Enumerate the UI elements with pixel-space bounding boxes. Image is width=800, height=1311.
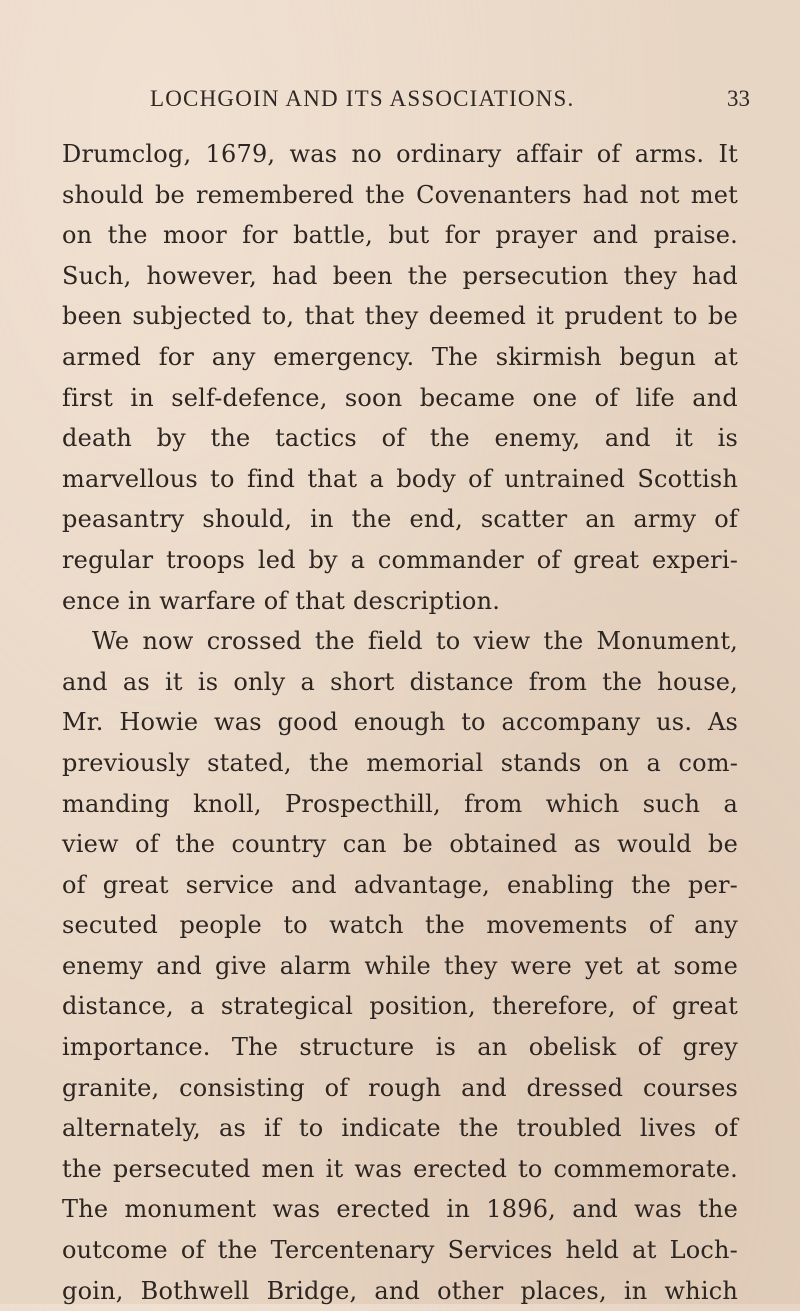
running-head (60, 86, 750, 118)
running-title: LOCHGOIN AND ITS ASSOCIATIONS. (150, 86, 575, 111)
text-line: regular troops led by a commander of great experi- (62, 545, 738, 574)
text-line: granite, consisting of rough and dressed courses (62, 1073, 738, 1102)
text-line: secuted people to watch the movements of any (62, 911, 738, 940)
text-line: outcome of the Tercentenary Services held at Loch- (62, 1236, 738, 1265)
text-line: distance, a strategical position, therefore, of great (62, 992, 738, 1021)
body-text (62, 134, 738, 1311)
text-line: The monument was erected in 1896, and was the (62, 1195, 738, 1224)
text-line: importance. The structure is an obelisk of grey (62, 1033, 738, 1062)
text-line: and as it is only a short distance from the house, (62, 667, 738, 696)
text-line: view of the country can be obtained as would be (62, 830, 738, 859)
text-line: peasantry should, in the end, scatter an army of (62, 505, 738, 534)
text-line: should be remembered the Covenanters had not met (62, 180, 738, 209)
text-line: Drumclog, 1679, was no ordinary affair of arms. It (62, 140, 738, 168)
text-line: been subjected to, that they deemed it prudent to be (62, 302, 738, 331)
text-line: goin, Bothwell Bridge, and other places, in which (62, 1276, 738, 1305)
paragraph-end-line: ence in warfare of that description. (62, 586, 501, 615)
text-line: armed for any emergency. The skirmish begun at (62, 342, 738, 371)
text-line: on the moor for battle, but for prayer and praise. (62, 221, 738, 250)
text-line: marvellous to find that a body of untrained Scottish (62, 464, 738, 493)
text-line: first in self-defence, soon became one of life and (62, 383, 738, 412)
text-line: alternately, as if to indicate the troubled lives of (62, 1114, 738, 1143)
text-line: manding knoll, Prospecthill, from which such a (62, 789, 738, 818)
text-line: the persecuted men it was erected to commemorate. (62, 1154, 738, 1183)
text-line: enemy and give alarm while they were yet at some (62, 951, 738, 980)
text-line: death by the tactics of the enemy, and it is (62, 424, 738, 453)
text-line: of great service and advantage, enabling the per- (62, 870, 738, 899)
text-line: previously stated, the memorial stands on a com- (62, 748, 738, 777)
paragraph-start-line: We now crossed the field to view the Monument, (92, 627, 738, 656)
page-number: 33 (727, 86, 750, 111)
text-line: Such, however, had been the persecution they had (62, 261, 738, 290)
text-line: Mr. Howie was good enough to accompany us. As (62, 708, 738, 737)
